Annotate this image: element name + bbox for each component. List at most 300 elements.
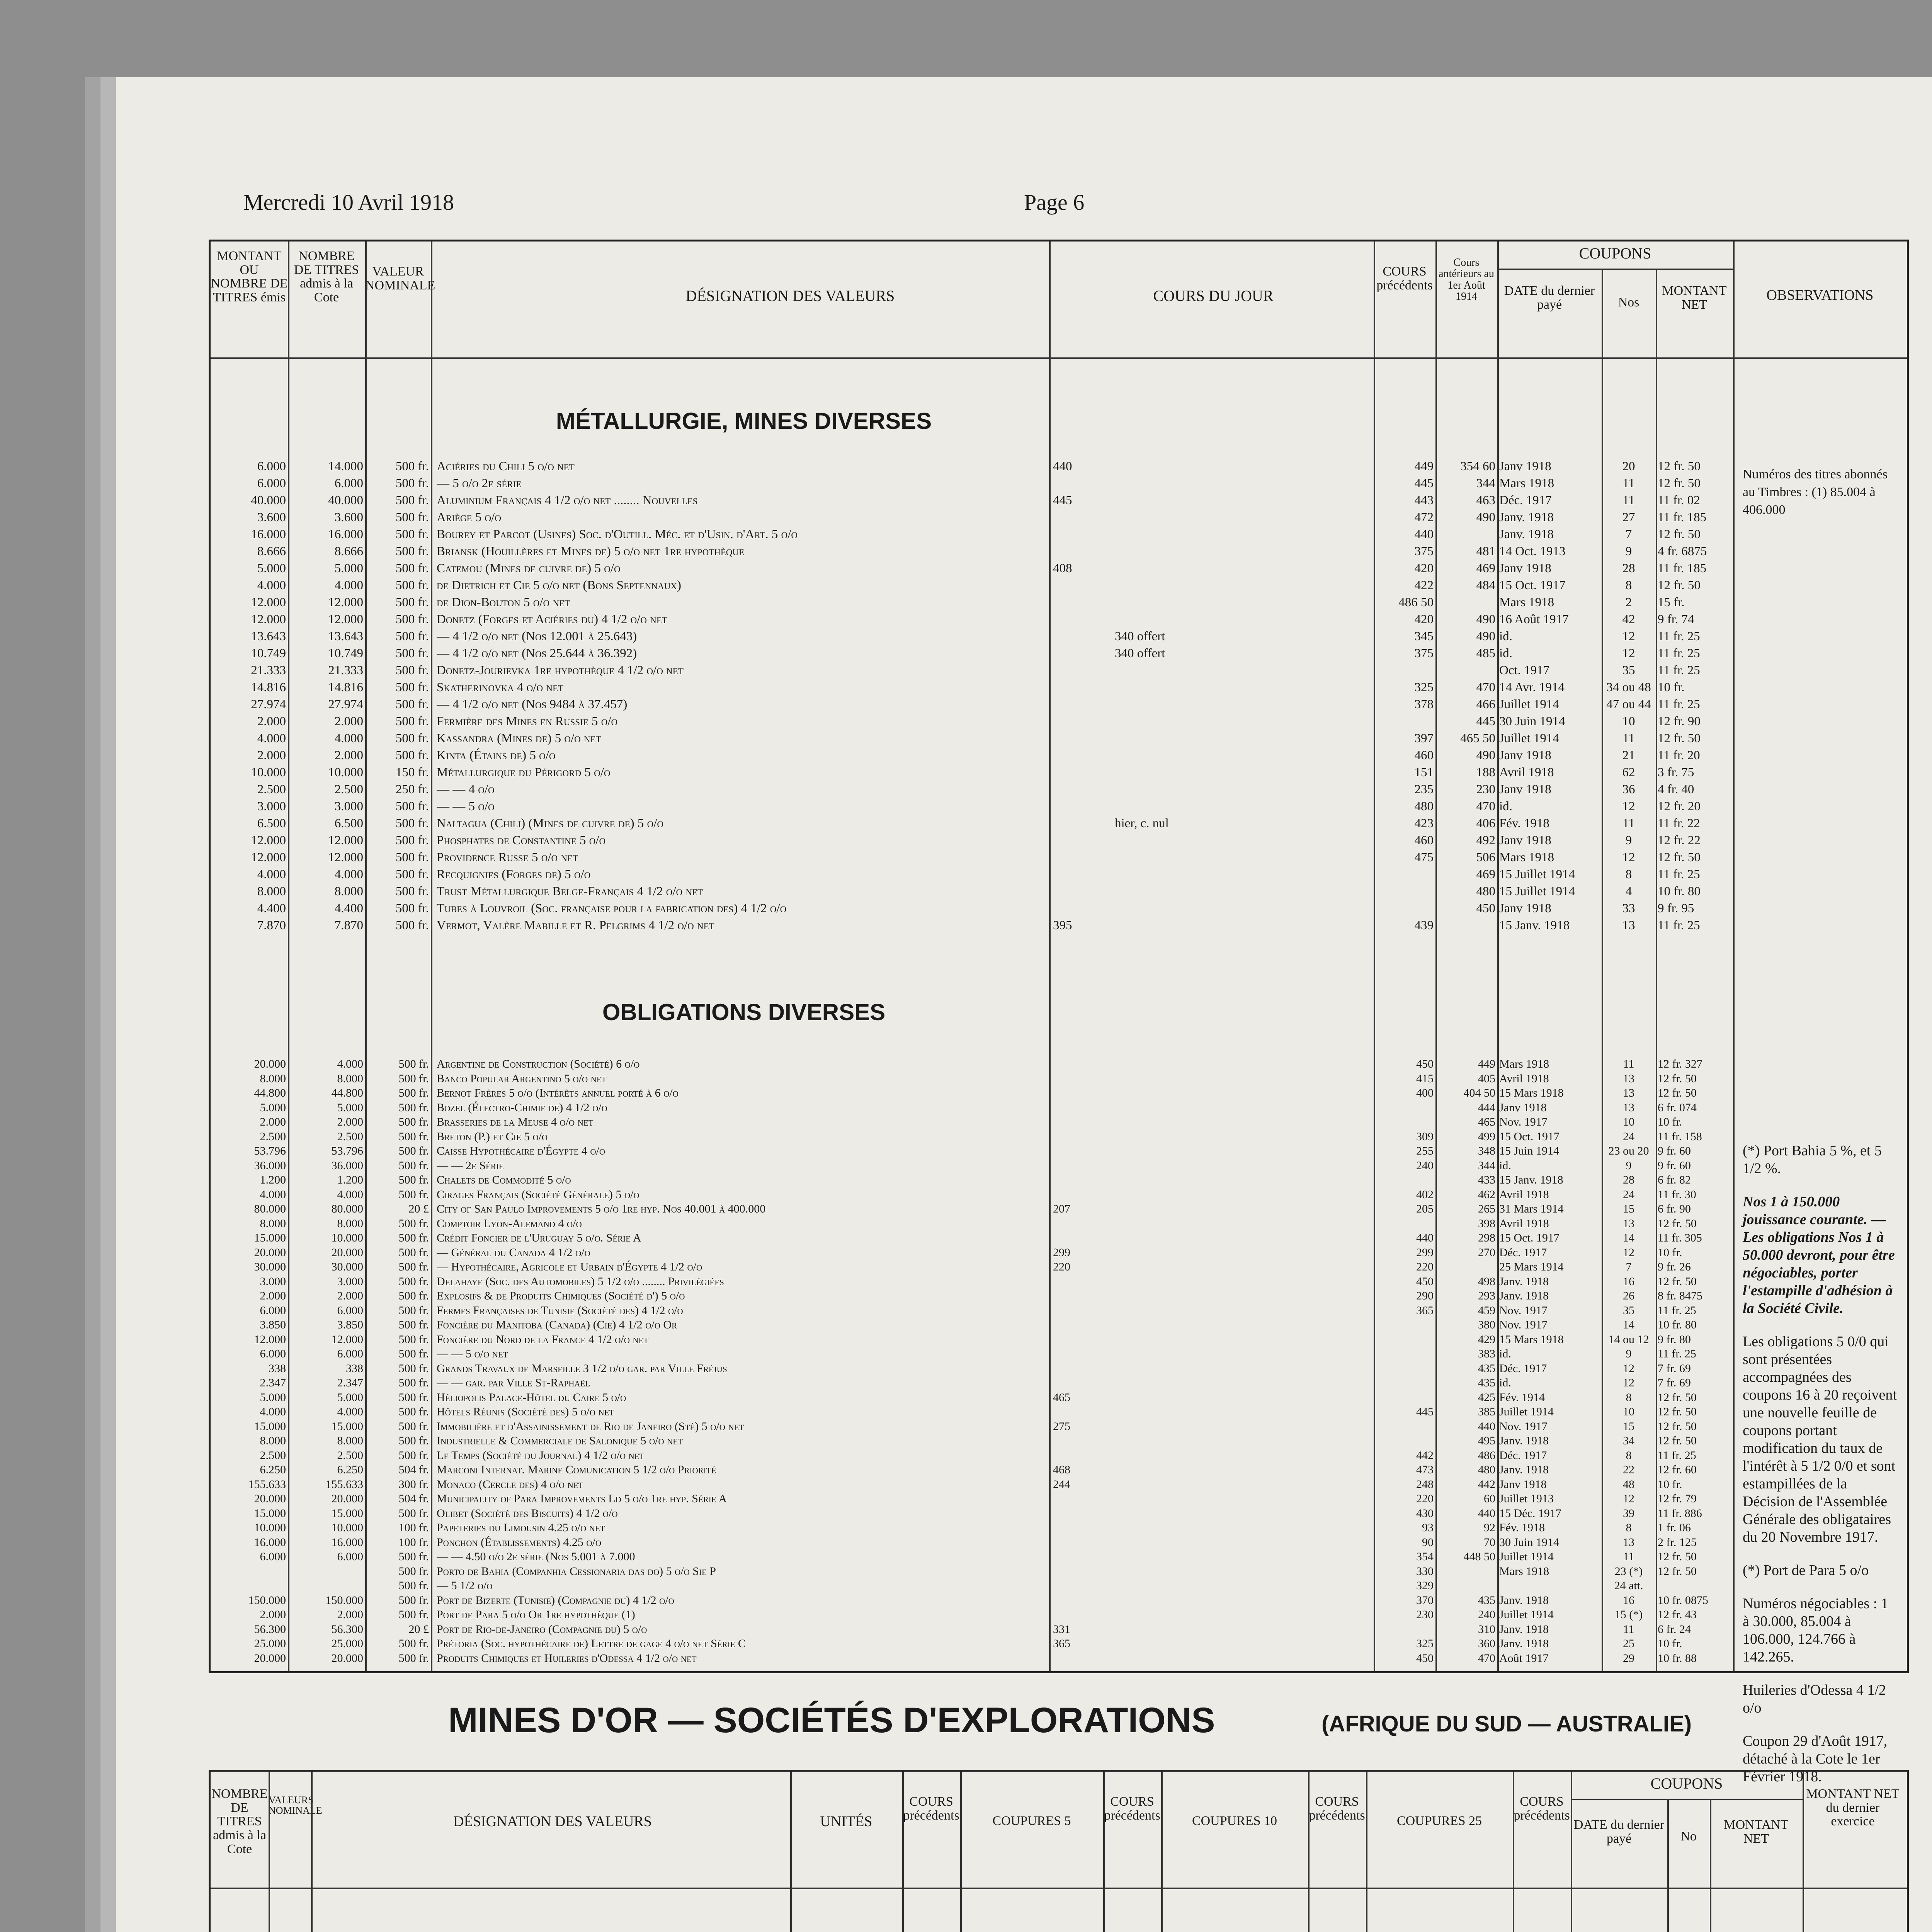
table-cell: 472 [1414, 510, 1434, 524]
table-cell: 460 [1414, 833, 1434, 847]
table-row [211, 1129, 1733, 1144]
table-row [211, 1231, 1733, 1245]
table-cell: Juillet 1914 [1499, 1405, 1554, 1418]
table-cell: 12 fr. 50 [1658, 459, 1701, 473]
table-cell: 504 fr. [398, 1492, 429, 1505]
table-cell: 270 [1478, 1246, 1495, 1259]
table-cell: 500 fr. [398, 1434, 429, 1447]
table-row [211, 849, 1733, 866]
table-cell: 2.500 [257, 782, 286, 796]
table-cell: 500 fr. [398, 1116, 429, 1128]
table-row [211, 1144, 1733, 1158]
col-rule [1710, 1799, 1711, 1932]
table-cell: 15.000 [331, 1507, 363, 1520]
table-cell: Ariège 5 o/o [437, 510, 501, 524]
table-cell: 20 £ [408, 1202, 429, 1215]
table-cell: 500 fr. [398, 1072, 429, 1085]
table-row [211, 1564, 1733, 1579]
obs-text: Nos 1 à 150.000 jouissance courante. — Les obligations Nos 1 à 50.000 devront, pour être négociables, porter l'estampille d'adhésion à la Société Civile. [1743, 1194, 1895, 1316]
table-cell: 499 [1478, 1130, 1495, 1143]
table-cell: 338 [269, 1362, 286, 1375]
hdr2-no: No [1680, 1829, 1697, 1844]
table-cell: — 4 1/2 o/o net (Nos 12.001 à 25.643) [437, 629, 637, 643]
table-cell: 299 [1053, 1246, 1070, 1259]
table-cell: 12.000 [328, 612, 363, 626]
table-cell: 450 [1476, 901, 1495, 915]
table-cell: 310 [1478, 1622, 1495, 1636]
table-cell: 11 fr. 158 [1658, 1130, 1702, 1143]
table-cell: 11 fr. 305 [1658, 1231, 1702, 1244]
table-cell: 450 [1416, 1058, 1434, 1070]
table-cell: — — 5 o/o net [437, 1347, 508, 1360]
table-cell: 5.000 [260, 1101, 286, 1114]
table-cell: hier, c. nul [1115, 816, 1169, 830]
table-cell: 408 [1053, 561, 1072, 575]
obs-text: Les obligations 5 0/0 qui sont présentées accompagnées des coupons 16 à 20 reçoivent une nouvelle feuille de coupons portant modification du taux de l'intérêt à 5 1/2 0/0 et sont estampillées de la Décision de l'Assemblée Générale des obligataires du 20 Novembre 1917. [1743, 1333, 1897, 1545]
table-cell: 30.000 [331, 1260, 363, 1273]
table-cell: Donetz (Forges et Aciéries du) 4 1/2 o/o net [437, 612, 667, 626]
table-cell: 22 [1623, 1463, 1634, 1476]
table-cell: 325 [1416, 1637, 1434, 1650]
table-cell: 4.400 [257, 901, 286, 915]
table-row [211, 1115, 1733, 1129]
table-cell: Hôtels Réunis (Société des) 5 o/o net [437, 1405, 614, 1418]
table-cell: 24 [1623, 1130, 1634, 1143]
table-cell: 500 fr. [395, 697, 429, 711]
table-cell: 498 [1478, 1275, 1495, 1288]
hdr2-nombre: NOMBRE DE TITRES admis à la Cote [211, 1787, 268, 1856]
table-row [211, 594, 1733, 611]
table-cell: 4.000 [260, 1188, 286, 1201]
table-cell: Monaco (Cercle des) 4 o/o net [437, 1478, 583, 1491]
table-cell: 230 [1416, 1608, 1434, 1621]
table-cell: Chalets de Commodité 5 o/o [437, 1173, 571, 1186]
table-cell: 469 [1476, 867, 1495, 881]
table-cell: 485 [1476, 646, 1495, 660]
table-cell: 468 [1053, 1463, 1070, 1476]
table-cell: 13 [1623, 1087, 1634, 1099]
table-cell: Janv 1918 [1499, 901, 1551, 915]
table-cell: 39 [1623, 1507, 1634, 1520]
table-cell: 470 [1476, 680, 1495, 694]
table-cell: 420 [1414, 561, 1434, 575]
col-rule [902, 1772, 904, 1932]
table-cell: 3.850 [337, 1318, 363, 1331]
table-cell: Déc. 1917 [1499, 1362, 1547, 1375]
table-cell: 248 [1416, 1478, 1434, 1491]
table-cell: 11 fr. 25 [1658, 918, 1700, 932]
table-row [211, 1636, 1733, 1651]
table-row [211, 1071, 1733, 1086]
table-cell: 293 [1478, 1289, 1495, 1302]
table-cell: 500 fr. [398, 1347, 429, 1360]
table-cell: 500 fr. [398, 1391, 429, 1404]
table-cell: 7 fr. 69 [1658, 1376, 1691, 1389]
table-row [211, 1318, 1733, 1332]
table-cell: 11 fr. 886 [1658, 1507, 1702, 1520]
table-cell: 3.600 [257, 510, 286, 524]
table-cell: 23 (*) [1614, 1565, 1643, 1578]
table-cell: Janv. 1918 [1499, 1434, 1549, 1447]
table-cell: Crédit Foncier de l'Uruguay 5 o/o. Série A [437, 1231, 641, 1244]
table-row [211, 730, 1733, 747]
table-cell: 500 fr. [398, 1304, 429, 1317]
table-cell: 8.000 [257, 884, 286, 898]
col-rule [1513, 1772, 1514, 1932]
table-cell: 444 [1478, 1101, 1495, 1114]
col-rule [1803, 1772, 1804, 1932]
table-cell: 500 fr. [398, 1376, 429, 1389]
table-cell: 10.749 [251, 646, 286, 660]
table-cell: 7 fr. 69 [1658, 1362, 1691, 1375]
table-cell: 15.000 [254, 1231, 286, 1244]
table-cell: 500 fr. [398, 1608, 429, 1621]
table-row [211, 475, 1733, 492]
table-cell: 500 fr. [398, 1217, 429, 1230]
table-cell: 442 [1416, 1449, 1434, 1462]
table-cell: 500 fr. [398, 1087, 429, 1099]
obs-text: Huileries d'Odessa 4 1/2 o/o [1743, 1682, 1886, 1716]
table-cell: 13 [1623, 1072, 1634, 1085]
obs-text: Coupon 29 d'Août 1917, détaché à la Cote le 1er Février 1918. [1743, 1733, 1888, 1785]
table-cell: 70 [1484, 1536, 1495, 1549]
col-rule [1103, 1772, 1105, 1932]
table-row [211, 1245, 1733, 1260]
table-cell: 11 fr. 185 [1658, 561, 1707, 575]
table-row [211, 1434, 1733, 1448]
table-cell: 500 fr. [398, 1260, 429, 1273]
gold-mines-table [209, 1770, 1909, 1932]
table-cell: 150 fr. [395, 765, 429, 779]
table-cell: 2.500 [260, 1130, 286, 1143]
table-cell: 354 [1416, 1550, 1434, 1563]
table-cell: 12 fr. 60 [1658, 1463, 1697, 1476]
hdr-designation: DÉSIGNATION DES VALEURS [685, 287, 895, 304]
table-row [211, 577, 1733, 594]
table-cell: 1.200 [337, 1173, 363, 1186]
table-cell: 2 [1625, 595, 1632, 609]
table-cell: 500 fr. [395, 544, 429, 558]
table-cell: 500 fr. [395, 867, 429, 881]
table-cell: 500 fr. [398, 1058, 429, 1070]
table-cell: 240 [1478, 1608, 1495, 1621]
table-cell: Catemou (Mines de cuivre de) 5 o/o [437, 561, 621, 575]
table-cell: 435 [1478, 1376, 1495, 1389]
table-row [211, 1187, 1733, 1202]
table-cell: 5.000 [337, 1101, 363, 1114]
table-cell: Héliopolis Palace-Hôtel du Caire 5 o/o [437, 1391, 626, 1404]
table-cell: 6.000 [337, 1347, 363, 1360]
table-cell: 504 fr. [398, 1463, 429, 1476]
table-cell: id. [1499, 629, 1512, 643]
table-cell: 15 Mars 1918 [1499, 1333, 1564, 1346]
table-cell: Janv 1918 [1499, 561, 1551, 575]
table-cell: Juillet 1914 [1499, 697, 1559, 711]
table-cell: Juillet 1914 [1499, 1608, 1554, 1621]
table-cell: 40.000 [251, 493, 286, 507]
table-row [211, 1520, 1733, 1535]
table-cell: 12.000 [331, 1333, 363, 1346]
table-row [211, 611, 1733, 628]
table-cell: 500 fr. [398, 1275, 429, 1288]
hdr-coupons: COUPONS [1579, 245, 1651, 262]
table-cell: Janv 1918 [1499, 782, 1551, 796]
table-row [211, 1361, 1733, 1376]
table-cell: 480 [1414, 799, 1434, 813]
table-cell: 500 fr. [398, 1101, 429, 1114]
table-cell: 8.000 [334, 884, 363, 898]
table-cell: Banco Popular Argentino 5 o/o net [437, 1072, 607, 1085]
table-cell: 12.000 [251, 595, 286, 609]
hdr2-coupures25: COUPURES 25 [1396, 1814, 1482, 1828]
col-rule [311, 1772, 313, 1932]
table-cell: 470 [1476, 799, 1495, 813]
hdr2-designation: DÉSIGNATION DES VALEURS [453, 1813, 652, 1830]
table-cell: 500 fr. [395, 850, 429, 864]
table-cell: 500 fr. [398, 1159, 429, 1172]
table-cell: 14 [1623, 1231, 1634, 1244]
table-cell: 44.800 [254, 1087, 286, 1099]
table-cell: 4.000 [337, 1405, 363, 1418]
obs-obligations [1743, 1142, 1897, 1801]
table-cell: 12 [1622, 850, 1635, 864]
table-cell: 56.300 [331, 1622, 363, 1636]
table-cell: 500 fr. [395, 714, 429, 728]
table-cell: 445 [1414, 476, 1434, 490]
table-cell: 12 fr. 50 [1658, 1565, 1697, 1578]
col-rule [790, 1772, 792, 1932]
col-rule [960, 1772, 962, 1932]
table-cell: Mars 1918 [1499, 595, 1554, 609]
table-cell: 2.000 [337, 1608, 363, 1621]
table-row [211, 458, 1733, 475]
table-cell: Port de Para 5 o/o Or 1re hypothèque (1) [437, 1608, 635, 1621]
table-cell: 492 [1476, 833, 1495, 847]
table-cell: 3 fr. 75 [1658, 765, 1694, 779]
table-cell: 404 50 [1463, 1087, 1495, 1099]
table-cell: 2.500 [334, 782, 363, 796]
table-cell: 500 fr. [395, 901, 429, 915]
table-cell: 500 fr. [398, 1507, 429, 1520]
table-cell: 10 [1623, 1405, 1634, 1418]
table-cell: 11 fr. 25 [1658, 629, 1700, 643]
table-cell: 12 fr. 50 [1658, 1550, 1697, 1563]
table-cell: 1 fr. 06 [1658, 1521, 1691, 1534]
table-cell: 16.000 [328, 527, 363, 541]
table-cell: 462 [1478, 1188, 1495, 1201]
table-cell: 12 [1623, 1246, 1634, 1259]
table-cell: — — 4.50 o/o 2e série (Nos 5.001 à 7.000 [437, 1550, 635, 1563]
table-cell: Nov. 1917 [1499, 1116, 1548, 1128]
table-cell: 500 fr. [395, 748, 429, 762]
table-cell: 6.500 [257, 816, 286, 830]
section-title-obligations: OBLIGATIONS DIVERSES [602, 999, 886, 1025]
table-cell: 6.000 [337, 1304, 363, 1317]
table-row [211, 1593, 1733, 1608]
table-cell: Janv. 1918 [1499, 510, 1554, 524]
table-cell: 500 fr. [395, 646, 429, 660]
table-cell: 11 fr. 30 [1658, 1188, 1696, 1201]
table-row [211, 492, 1733, 509]
table-cell: Nov. 1917 [1499, 1304, 1548, 1317]
table-row [211, 798, 1733, 815]
table-cell: 11 fr. 25 [1658, 1347, 1696, 1360]
table-cell: 12 fr. 79 [1658, 1492, 1697, 1505]
table-row [211, 900, 1733, 917]
table-cell: 12 fr. 90 [1658, 714, 1701, 728]
hdr2-montant-net: MONTANT NET [1724, 1818, 1789, 1846]
table-cell: 2.000 [260, 1608, 286, 1621]
table-cell: 8.000 [337, 1434, 363, 1447]
table-cell: 12 [1622, 646, 1635, 660]
table-cell: 12 [1622, 629, 1635, 643]
table-cell: 12 fr. 20 [1658, 799, 1701, 813]
table-cell: 220 [1053, 1260, 1070, 1273]
table-cell: 4.400 [334, 901, 363, 915]
table-cell: 440 [1053, 459, 1072, 473]
table-cell: Brasseries de la Meuse 4 o/o net [437, 1116, 594, 1128]
table-cell: 9 fr. 74 [1658, 612, 1694, 626]
table-cell: 20.000 [254, 1058, 286, 1070]
table-cell: 36.000 [254, 1159, 286, 1172]
table-cell: 15 Oct. 1917 [1499, 1130, 1560, 1143]
table-cell: 354 60 [1460, 459, 1495, 473]
table-cell: 15 Juillet 1914 [1499, 867, 1575, 881]
table-cell: 440 [1478, 1420, 1495, 1433]
table-cell: 500 fr. [395, 510, 429, 524]
table-cell: — 5 o/o 2e série [437, 476, 522, 490]
table-row [211, 696, 1733, 713]
table-cell: 33 [1622, 901, 1635, 915]
table-cell: 15 Janv. 1918 [1499, 918, 1570, 932]
table-cell: 15 fr. [1658, 595, 1685, 609]
table-row [211, 1100, 1733, 1115]
table-cell: 9 [1625, 833, 1632, 847]
table-cell: 20.000 [254, 1246, 286, 1259]
table-cell: 14 [1623, 1318, 1634, 1331]
hdr2-coupures10: COUPURES 10 [1192, 1814, 1277, 1828]
table-cell: 150.000 [325, 1594, 363, 1607]
table-cell: 8.000 [337, 1217, 363, 1230]
obs-text: Numéros négociables : 1 à 30.000, 85.004 à 106.000, 124.766 à 142.265. [1743, 1595, 1888, 1665]
table-cell: Avril 1918 [1499, 1217, 1549, 1230]
table-cell: Avril 1918 [1499, 765, 1554, 779]
table-cell: 433 [1478, 1173, 1495, 1186]
table-cell: 6.000 [260, 1304, 286, 1317]
table-cell: 6.000 [260, 1550, 286, 1563]
table-row [211, 1492, 1733, 1506]
table-cell: 16.000 [251, 527, 286, 541]
table-cell: 36 [1622, 782, 1635, 796]
table-cell: Phosphates de Constantine 5 o/o [437, 833, 606, 847]
table-cell: Marconi Internat. Marine Comunication 5 1/2 o/o Priorité [437, 1463, 716, 1476]
table-row [211, 866, 1733, 883]
table-row [211, 1448, 1733, 1463]
table-cell: 10 fr. [1658, 1116, 1682, 1128]
table-cell: 500 fr. [395, 493, 429, 507]
table-cell: 13 [1623, 1101, 1634, 1114]
table-cell: 12 fr. 50 [1658, 1405, 1697, 1418]
table-cell: 500 fr. [398, 1651, 429, 1665]
table-cell: 290 [1416, 1289, 1434, 1302]
table-cell: 500 fr. [398, 1550, 429, 1563]
table-cell: 155.633 [248, 1478, 286, 1491]
table-row [211, 662, 1733, 679]
table-cell: — 4 1/2 o/o net (Nos 25.644 à 36.392) [437, 646, 637, 660]
table-cell: — — 4 o/o [437, 782, 495, 796]
table-row [211, 747, 1733, 764]
table-cell: Mars 1918 [1499, 850, 1554, 864]
table-cell: 420 [1414, 612, 1434, 626]
table-cell: 8.000 [337, 1072, 363, 1085]
table-cell: 500 fr. [395, 612, 429, 626]
table-row [211, 1419, 1733, 1434]
table-cell: 20 [1622, 459, 1635, 473]
table-cell: 463 [1476, 493, 1495, 507]
table-cell: 500 fr. [398, 1130, 429, 1143]
table-cell: Cirages Français (Société Générale) 5 o/o [437, 1188, 639, 1201]
table-cell: 15.000 [254, 1507, 286, 1520]
table-cell: 25.000 [254, 1637, 286, 1650]
table-cell: 422 [1414, 578, 1434, 592]
table-cell: 8 [1626, 1391, 1632, 1404]
table-cell: 11 [1622, 731, 1635, 745]
table-cell: 12 fr. 50 [1658, 527, 1701, 541]
obs-timbres [1743, 466, 1897, 534]
table-cell: Comptoir Lyon-Alemand 4 o/o [437, 1217, 582, 1230]
table-row [211, 526, 1733, 543]
table-cell: Argentine de Construction (Société) 6 o/o [437, 1058, 640, 1070]
table-row [211, 1535, 1733, 1550]
table-cell: Janv. 1918 [1499, 1637, 1549, 1650]
hdr-valeur: VALEUR NOMINALE [365, 264, 435, 293]
table-row [211, 781, 1733, 798]
table-row [211, 1086, 1733, 1100]
table-cell: 15.000 [254, 1420, 286, 1433]
table-cell: 500 fr. [398, 1565, 429, 1578]
table-cell: 27.974 [328, 697, 363, 711]
table-cell: 93 [1422, 1521, 1434, 1534]
table-cell: 3.000 [334, 799, 363, 813]
table-cell: 9 fr. 95 [1658, 901, 1694, 915]
table-cell: 445 [1476, 714, 1495, 728]
table-cell: Nov. 1917 [1499, 1420, 1548, 1433]
table-cell: 2.000 [334, 714, 363, 728]
table-row [211, 1173, 1733, 1187]
table-cell: Prétoria (Soc. hypothécaire de) Lettre de gage 4 o/o net Série C [437, 1637, 746, 1650]
table-cell: 10 fr. 88 [1658, 1651, 1697, 1665]
table-cell: 16 [1623, 1594, 1634, 1607]
table-cell: 42 [1622, 612, 1635, 626]
table-cell: Fermière des Mines en Russie 5 o/o [437, 714, 618, 728]
table-cell: 385 [1478, 1405, 1495, 1418]
table-cell: 16 Août 1917 [1499, 612, 1569, 626]
table-cell: 8.000 [260, 1072, 286, 1085]
table-cell: 3.600 [334, 510, 363, 524]
table-cell: 500 fr. [398, 1405, 429, 1418]
table-row [211, 1347, 1733, 1361]
table-cell: 24 att. [1614, 1579, 1643, 1592]
table-cell: 6 fr. 90 [1658, 1202, 1691, 1215]
table-cell: 470 [1478, 1651, 1495, 1665]
hdr2-unites: UNITÉS [820, 1813, 872, 1830]
table-row [211, 1390, 1733, 1405]
table-cell: 2.000 [257, 748, 286, 762]
table-cell: Déc. 1917 [1499, 1449, 1547, 1462]
table-cell: 53.796 [331, 1145, 363, 1157]
table-row [211, 543, 1733, 560]
table-cell: 20.000 [254, 1651, 286, 1665]
